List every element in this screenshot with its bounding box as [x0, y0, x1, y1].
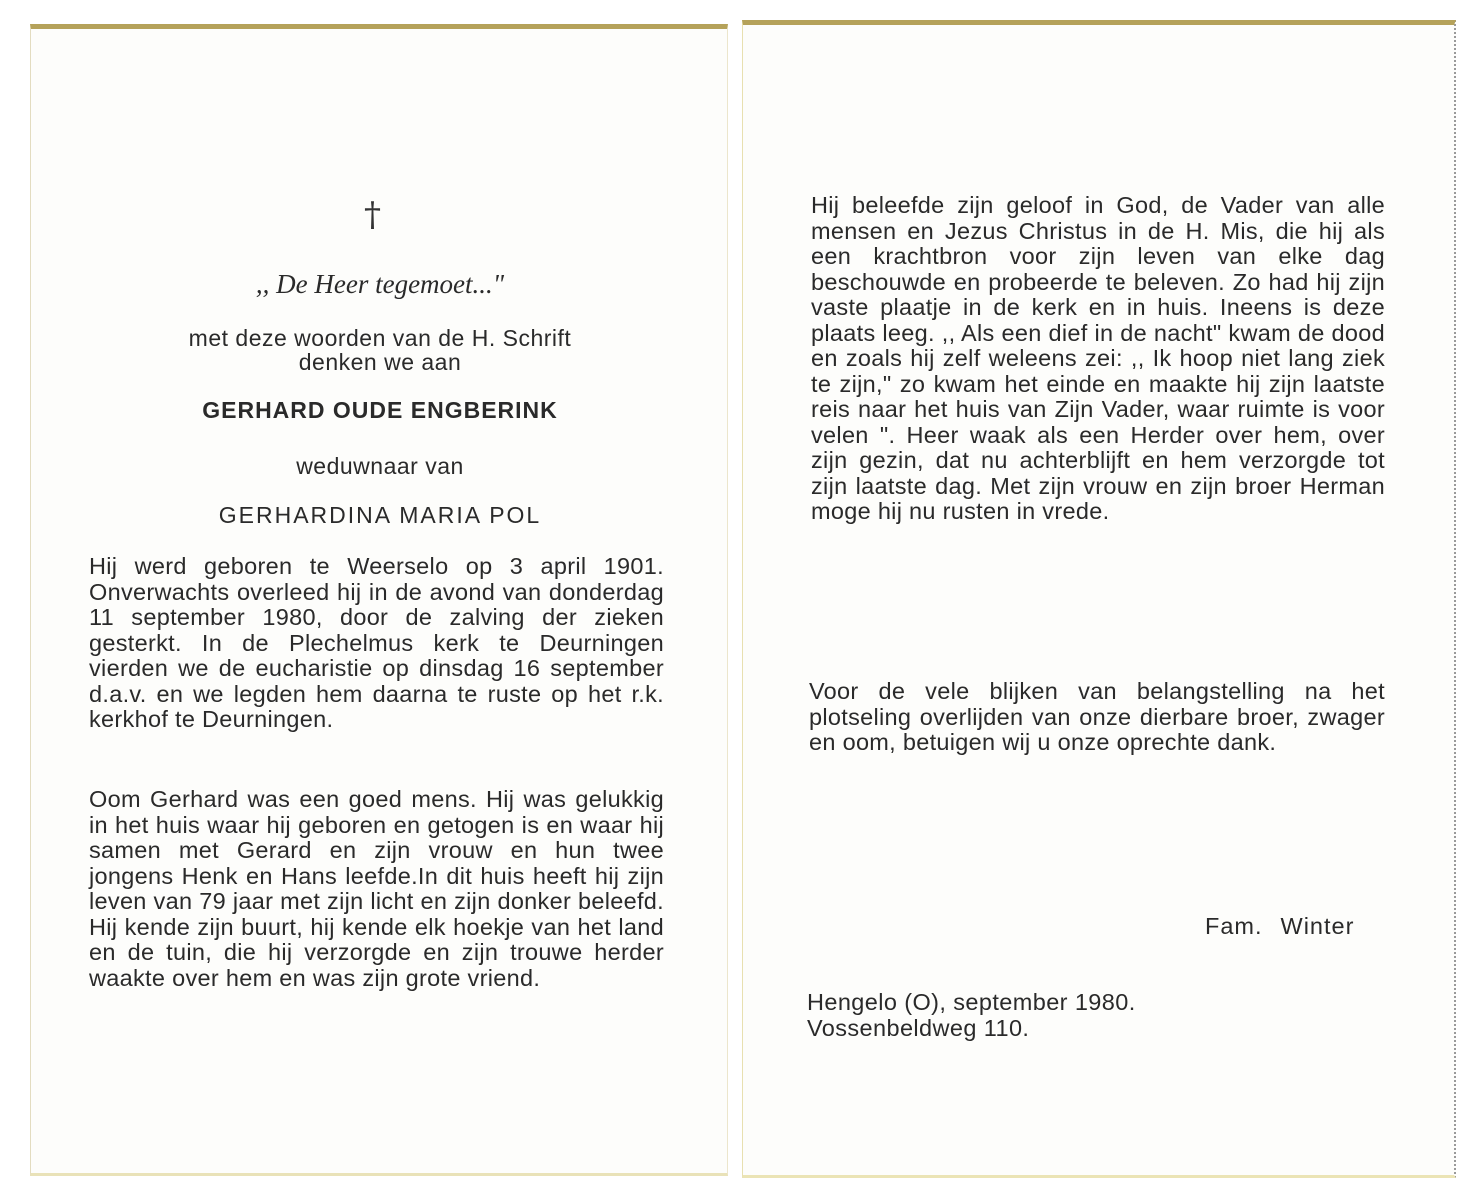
street-address: Vossenbeldweg 110.	[807, 1015, 1030, 1041]
signature-name: Winter	[1280, 913, 1355, 939]
widower-label: weduwnaar van	[296, 453, 464, 479]
character-paragraph: Oom Gerhard was een goed mens. Hij was gelukkig in het huis waar hij geboren en getogen is en waar hij samen met Gerard en zijn vrouw en hun twee jongens Henk en Hans leefde.In dit huis heeft hij zijn leven van 79 jaar met zijn licht en zijn donker beleefd. Hij kende zijn buurt, hij kende elk hoekje van het land en de tuin, die hij verzorgde en zijn trouwe herder waakte over hem en was zijn grote vriend.	[89, 786, 664, 991]
thanks-paragraph: Voor de vele blijken van belangstelling na het plotseling overlijden van onze dierbare broer, zwager en oom, betuigen wij u onze oprechte dank.	[809, 678, 1385, 755]
place-and-date: Hengelo (O), september 1980.	[807, 989, 1136, 1015]
biography-paragraph: Hij werd geboren te Weerselo op 3 april 1901. Onverwachts overleed hij in de avond van donderdag 11 september 1980, door de zalving der zieken gesterkt. In de Plechelmus kerk te Deurningen vierden we de eucharistie op dinsdag 16 september d.a.v. en we legden hem daarna te ruste op het r.k. kerkhof te Deurningen.	[89, 553, 664, 732]
right-card-page	[742, 20, 1456, 1178]
left-card-page	[30, 24, 728, 1176]
family-signature	[1205, 913, 1354, 940]
intro-line-2: denken we aan	[298, 349, 462, 375]
motto-quote: ,, De Heer tegemoet..."	[255, 269, 505, 299]
deceased-name: GERHARD OUDE ENGBERINK	[202, 397, 558, 423]
cross-icon: †	[364, 195, 381, 235]
spouse-name: GERHARDINA MARIA POL	[218, 502, 542, 528]
intro-line-1: met deze woorden van de H. Schrift	[188, 325, 572, 351]
signature-prefix: Fam.	[1205, 913, 1263, 939]
faith-paragraph: Hij beleefde zijn geloof in God, de Vader van alle mensen en Jezus Christus in de H. Mis, die hij als een krachtbron voor zijn leven van elke dag beschouwde en probeerde te beleven. Zo had hij zijn vaste plaatje in de kerk en in huis. Ineens is deze plaats leeg. ,, Als een dief in de nacht" kwam de dood en zoals hij zelf weleens zei: ,, Ik hoop niet lang ziek te zijn," zo kwam het einde en maakte hij zijn laatste reis naar het huis van Zijn Vader, waar ruimte is voor velen ". Heer waak als een Herder over hem, over zijn gezin, dat nu achterblijft en hem verzorgde tot zijn laatste dag. Met zijn vrouw en zijn broer Herman moge hij nu rusten in vrede.	[811, 192, 1385, 524]
